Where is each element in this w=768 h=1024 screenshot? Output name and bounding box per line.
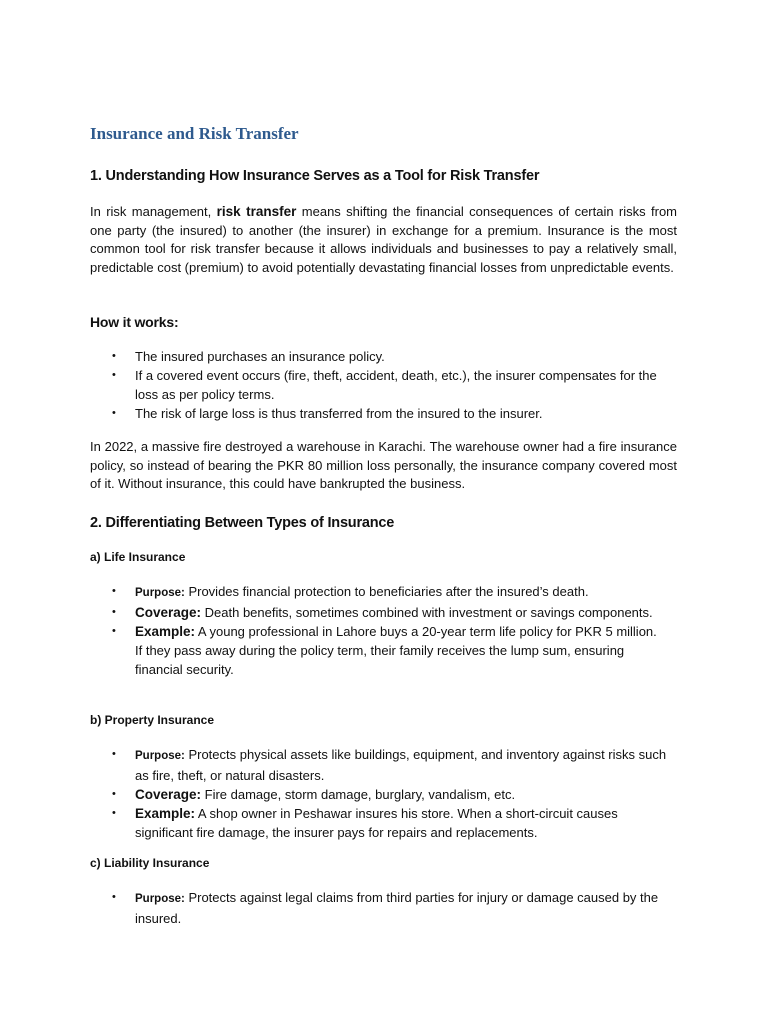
section1-intro-paragraph <box>90 203 677 278</box>
property-insurance-list <box>90 745 677 842</box>
bullet-icon: • <box>112 891 116 903</box>
intro-text-after: means shifting the financial consequences of certain risks from one party (the insured) to another (the insurer) in exchange for a premium. Insurance is the most common tool for risk transfer because it allows individuals and businesses to pay a relatively small, predictable cost (premium) to avoid potentially devastating financial losses from unpredictable events. <box>90 204 678 276</box>
list-item: • Purpose: Provides financial protection to beneficiaries after the insured’s death. <box>112 584 589 599</box>
list-item: • Example: A young professional in Lahore buys a 20-year term life policy for PKR 5 million. If they pass away during the policy term, their family receives the lump sum, ensuring financial security. <box>112 624 657 677</box>
bullet-icon: • <box>112 606 116 618</box>
bullet-icon: • <box>112 748 116 760</box>
how-it-works-heading: How it works: <box>90 314 179 330</box>
intro-text-before: In risk management, <box>90 204 217 219</box>
bullet-icon: • <box>112 369 116 381</box>
section2-heading: 2. Differentiating Between Types of Insurance <box>90 515 395 531</box>
life-insurance-heading: a) Life Insurance <box>90 550 186 564</box>
liability-insurance-list <box>90 888 677 928</box>
bullet-icon: • <box>112 585 116 597</box>
list-item: • The risk of large loss is thus transferred from the insured to the insurer. <box>112 406 543 421</box>
document-title: Insurance and Risk Transfer <box>90 124 299 143</box>
bullet-icon: • <box>112 625 116 637</box>
list-item: • Coverage: Death benefits, sometimes combined with investment or savings components. <box>112 605 653 620</box>
list-item: • Purpose: Protects against legal claims from third parties for injury or damage caused by the insured. <box>112 890 659 926</box>
karachi-example-paragraph: In 2022, a massive fire destroyed a warehouse in Karachi. The warehouse owner had a fire insurance policy, so instead of bearing the PKR 80 million loss personally, the insurance company covered most of it. Without insurance, this could have bankrupted the business. <box>90 439 677 492</box>
list-item: • Coverage: Fire damage, storm damage, burglary, vandalism, etc. <box>112 787 516 802</box>
bullet-icon: • <box>112 788 116 800</box>
list-item: • If a covered event occurs (fire, theft, accident, death, etc.), the insurer compensates for the loss as per policy terms. <box>112 368 657 402</box>
section1-heading: 1. Understanding How Insurance Serves as a Tool for Risk Transfer <box>90 168 540 184</box>
list-item: • Purpose: Protects physical assets like buildings, equipment, and inventory against risks such as fire, theft, or natural disasters. <box>112 747 667 783</box>
bullet-icon: • <box>112 407 116 419</box>
how-it-works-list <box>90 347 677 423</box>
life-insurance-list <box>90 582 677 679</box>
bullet-icon: • <box>112 350 116 362</box>
liability-insurance-heading: c) Liability Insurance <box>90 856 210 870</box>
list-item: • The insured purchases an insurance policy. <box>112 349 385 364</box>
risk-transfer-keyword: risk transfer <box>216 204 297 219</box>
list-item: • Example: A shop owner in Peshawar insures his store. When a short-circuit causes significant fire damage, the insurer pays for repairs and replacements. <box>112 806 618 840</box>
bullet-icon: • <box>112 807 116 819</box>
property-insurance-heading: b) Property Insurance <box>90 713 215 727</box>
